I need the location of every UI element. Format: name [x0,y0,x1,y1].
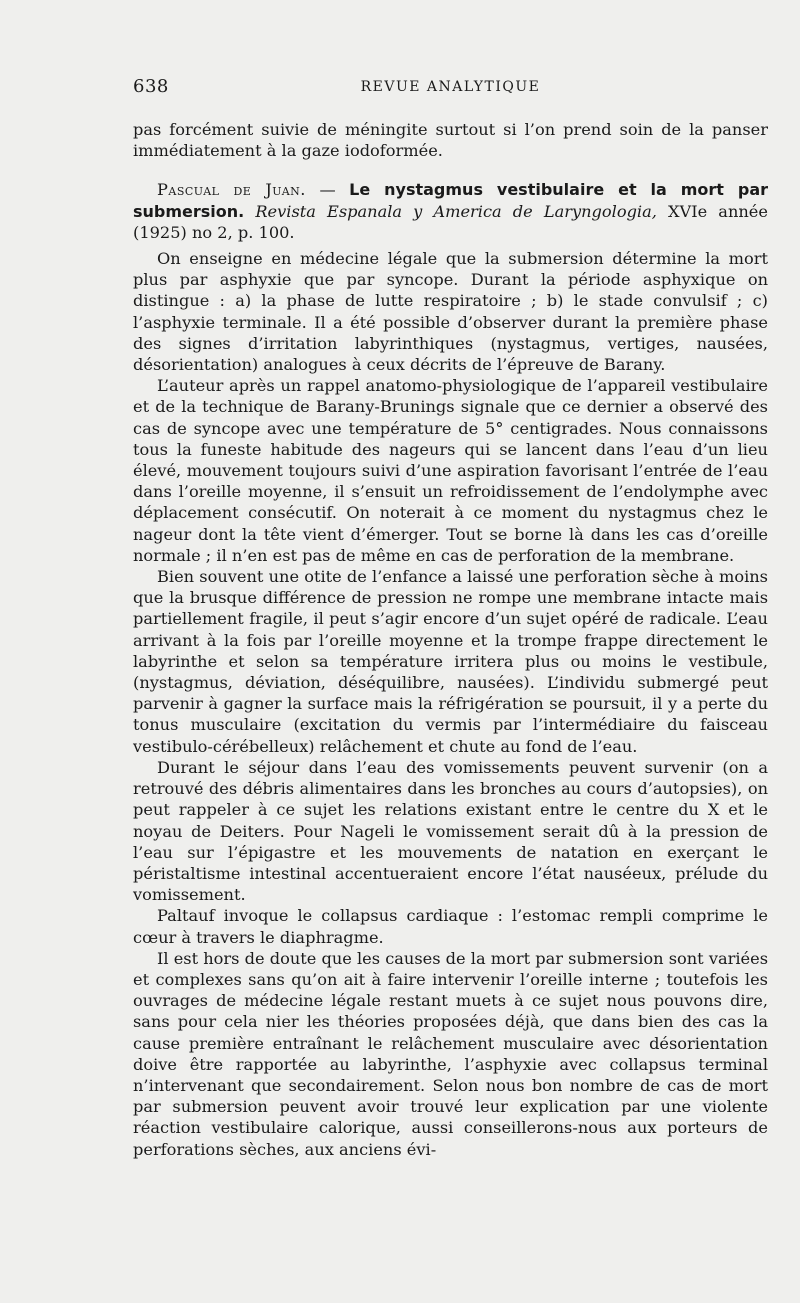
body-paragraph: Bien souvent une otite de l’enfance a laissé une perforation sèche à moins que la brusque différence de pression ne rompe une membrane intacte mais partiellement fragile, il peut s’agir encore d’un sujet opéré de radicale. L’eau arrivant à la fois par l’oreille moyenne et la trompe frappe directement le labyrinthe et selon sa température irritera plus ou moins le vestibule, (nystagmus, déviation, déséquilibre, nausées). L’individu submergé peut parvenir à gagner la surface mais la réfrigération se poursuit, il y a perte du tonus musculaire (excitation du vermis par l’intermédiaire du faisceau vestibulo-cérébelleux) relâchement et chute au fond de l’eau. [133,567,768,756]
reference-dash: — [305,180,350,200]
body-paragraph: L’auteur après un rappel anatomo-physiologique de l’appareil vestibulaire et de la technique de Barany-Brunings signale que ce dernier a observé des cas de syncope avec une température de 5° centigrades. Nous connaissons tous la funeste habitude des nageurs qui se lancent dans l’eau d’un lieu élevé, mouvement toujours suivi d’une aspiration favorisant l’entrée de l’eau dans l’oreille moyenne, il s’ensuit un refroidissement de l’endolymphe avec déplacement consécutif. On noterait à ce moment du nystagmus chez le nageur dont la tête vient d’émerger. Tout se borne là dans les cas d’oreille normale ; il n’en est pas de même en cas de perforation de la membrane. [133,376,768,565]
reference-author: Pascual de Juan. [157,180,306,200]
body-text [133,119,768,1160]
running-title: REVUE ANALYTIQUE [360,79,541,95]
page-number: 638 [133,76,169,97]
body-paragraph: Paltauf invoque le collapsus cardiaque : l’estomac rempli comprime le cœur à travers le diaphragme. [133,906,768,947]
reference-title: Le nystagmus vestibulaire et la mort par submersion. [133,180,769,221]
body-paragraph: Il est hors de doute que les causes de la mort par submersion sont variées et complexes sans qu’on ait à faire intervenir l’oreille interne ; toutefois les ouvrages de médecine légale restant muets à ce sujet nous pouvons dire, sans pour cela nier les théories proposées déjà, que dans bien des cas la cause première entraînant le relâchement musculaire avec désorientation doive être rapportée au labyrinthe, l’asphyxie avec collapsus terminal n’intervenant que secondairement. Selon nous bon nombre de cas de mort par submersion peuvent avoir trouvé leur explication par une violente réaction vestibulaire calorique, aussi conseillerons-nous aux porteurs de perforations sèches, aux anciens évi- [133,948,768,1159]
continuation-paragraph: pas forcément suivie de méningite surtout si l’on prend soin de la panser immédiatement à la gaze iodoformée. [133,120,768,161]
body-paragraph: On enseigne en médecine légale que la submersion détermine la mort plus par asphyxie que par syncope. Durant la période asphyxique on distingue : a) la phase de lutte respiratoire ; b) le stade convulsif ; c) l’asphyxie terminale. Il a été possible d’observer durant la première phase des signes d’irritation labyrinthiques (nystagmus, vertiges, nausées, désorientation) analogues à ceux décrits de l’épreuve de Barany. [133,249,768,375]
body-paragraph: Durant le séjour dans l’eau des vomissements peuvent survenir (on a retrouvé des débris alimentaires dans les bronches au cours d’autopsies), on peut rappeler à ce sujet les relations existant entre le centre du X et le noyau de Deiters. Pour Nageli le vomissement serait dû à la pression de l’eau sur l’épigastre et les mouvements de natation en exerçant le péristaltisme intestinal accentueraient encore l’état nauséeux, prélude du vomissement. [133,757,768,905]
reference-details: XVIe année (1925) no 2, p. 100. [133,201,768,242]
page-header [133,76,768,100]
reference-journal: Revista Espanala y America de Laryngologia, [255,201,657,221]
bibliographic-reference [133,179,768,243]
